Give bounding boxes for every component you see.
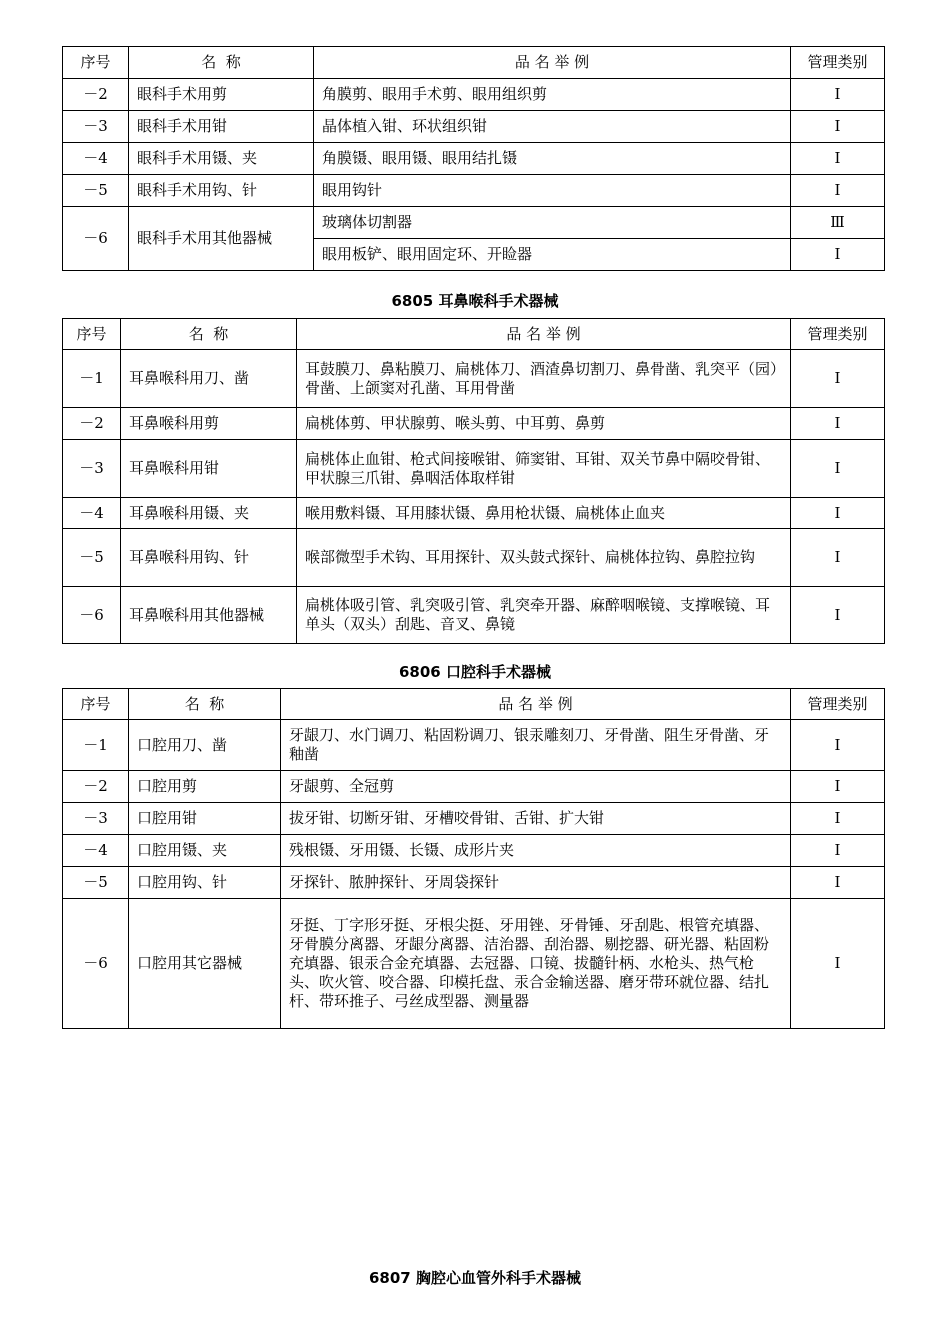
row-no: －2 — [63, 771, 129, 803]
row-class: Ⅰ — [791, 175, 885, 207]
row-no: －6 — [63, 587, 121, 644]
table-header-row — [63, 689, 885, 720]
row-examples: 玻璃体切割器 — [314, 207, 791, 239]
table-row — [63, 587, 885, 644]
section-title-6807: 6807 胸腔心血管外科手术器械 — [369, 1269, 581, 1287]
col-name-header: 名 称 — [129, 689, 281, 720]
col-no-header: 序号 — [63, 47, 129, 79]
row-examples: 牙龈剪、全冠剪 — [281, 771, 791, 803]
row-no: －4 — [63, 498, 121, 529]
row-name: 口腔用钩、针 — [129, 867, 281, 899]
col-no-header: 序号 — [63, 689, 129, 720]
row-class: Ⅰ — [791, 111, 885, 143]
table-row — [63, 498, 885, 529]
row-no: －5 — [63, 529, 121, 587]
row-name: 口腔用剪 — [129, 771, 281, 803]
row-examples: 扁桃体止血钳、枪式间接喉钳、筛窦钳、耳钳、双关节鼻中隔咬骨钳、甲状腺三爪钳、鼻咽活体取样钳 — [297, 440, 791, 498]
table-row — [63, 143, 885, 175]
row-name: 口腔用镊、夹 — [129, 835, 281, 867]
row-examples: 扁桃体吸引管、乳突吸引管、乳突牵开器、麻醉咽喉镜、支撑喉镜、耳单头（双头）刮匙、音叉、鼻镜 — [297, 587, 791, 644]
row-no: －6 — [63, 207, 129, 271]
row-no: －3 — [63, 803, 129, 835]
row-class: Ⅰ — [791, 529, 885, 587]
row-no: －3 — [63, 111, 129, 143]
table-row — [63, 175, 885, 207]
table-row — [63, 111, 885, 143]
row-name: 口腔用其它器械 — [129, 899, 281, 1029]
row-no: －6 — [63, 899, 129, 1029]
table-row — [63, 350, 885, 408]
row-examples: 拔牙钳、切断牙钳、牙槽咬骨钳、舌钳、扩大钳 — [281, 803, 791, 835]
row-examples: 眼用板铲、眼用固定环、开睑器 — [314, 239, 791, 271]
row-name: 眼科手术用剪 — [129, 79, 314, 111]
row-no: －5 — [63, 175, 129, 207]
row-name: 耳鼻喉科用镊、夹 — [121, 498, 297, 529]
row-no: －1 — [63, 350, 121, 408]
row-name: 眼科手术用其他器械 — [129, 207, 314, 271]
table-6806 — [62, 688, 885, 1029]
row-no: －3 — [63, 440, 121, 498]
table-header-row — [63, 319, 885, 350]
row-examples: 扁桃体剪、甲状腺剪、喉头剪、中耳剪、鼻剪 — [297, 408, 791, 440]
row-name: 耳鼻喉科用剪 — [121, 408, 297, 440]
row-class: Ⅰ — [791, 771, 885, 803]
row-no: －5 — [63, 867, 129, 899]
row-examples: 牙探针、脓肿探针、牙周袋探针 — [281, 867, 791, 899]
row-class: Ⅰ — [791, 440, 885, 498]
row-name: 眼科手术用镊、夹 — [129, 143, 314, 175]
row-no: －1 — [63, 720, 129, 771]
row-class: Ⅰ — [791, 408, 885, 440]
table-row — [63, 803, 885, 835]
row-class: Ⅰ — [791, 803, 885, 835]
row-no: －2 — [63, 408, 121, 440]
table-6804-tail — [62, 46, 885, 271]
col-class-header: 管理类别 — [791, 319, 885, 350]
row-name: 耳鼻喉科用钩、针 — [121, 529, 297, 587]
row-class: Ⅰ — [791, 498, 885, 529]
row-name: 眼科手术用钩、针 — [129, 175, 314, 207]
row-name: 眼科手术用钳 — [129, 111, 314, 143]
row-name: 耳鼻喉科用其他器械 — [121, 587, 297, 644]
row-no: －4 — [63, 835, 129, 867]
table-row — [63, 79, 885, 111]
col-examples-header: 品 名 举 例 — [314, 47, 791, 79]
row-name: 耳鼻喉科用刀、凿 — [121, 350, 297, 408]
row-examples: 牙龈刀、水门调刀、粘固粉调刀、银汞雕刻刀、牙骨凿、阻生牙骨凿、牙釉凿 — [281, 720, 791, 771]
table-header-row — [63, 47, 885, 79]
section-title-6805: 6805 耳鼻喉科手术器械 — [391, 292, 559, 310]
row-examples: 眼用钩针 — [314, 175, 791, 207]
row-class: Ⅰ — [791, 867, 885, 899]
table-row — [63, 529, 885, 587]
row-examples: 角膜镊、眼用镊、眼用结扎镊 — [314, 143, 791, 175]
row-class: Ⅰ — [791, 720, 885, 771]
row-name: 口腔用刀、凿 — [129, 720, 281, 771]
table-row — [63, 408, 885, 440]
row-examples: 牙挺、丁字形牙挺、牙根尖挺、牙用锉、牙骨锤、牙刮匙、根管充填器、牙骨膜分离器、牙龈分离器、洁治器、刮治器、剔挖器、研光器、粘固粉充填器、银汞合金充填器、去冠器、口镜、拔髓针柄、水枪头、热气枪头、吹火管、咬合器、印模托盘、汞合金输送器、磨牙带环就位器、结扎杆、带环推子、弓丝成型器、测量器 — [281, 899, 791, 1029]
row-class: Ⅰ — [791, 587, 885, 644]
col-examples-header: 品 名 举 例 — [281, 689, 791, 720]
row-class: Ⅰ — [791, 835, 885, 867]
row-examples: 晶体植入钳、环状组织钳 — [314, 111, 791, 143]
row-no: －2 — [63, 79, 129, 111]
row-class: Ⅰ — [791, 143, 885, 175]
row-examples: 喉用敷料镊、耳用膝状镊、鼻用枪状镊、扁桃体止血夹 — [297, 498, 791, 529]
row-class: Ⅰ — [791, 79, 885, 111]
table-row — [63, 867, 885, 899]
row-examples: 角膜剪、眼用手术剪、眼用组织剪 — [314, 79, 791, 111]
table-row — [63, 207, 885, 239]
table-row — [63, 771, 885, 803]
table-row — [63, 720, 885, 771]
col-name-header: 名 称 — [121, 319, 297, 350]
row-examples: 残根镊、牙用镊、长镊、成形片夹 — [281, 835, 791, 867]
row-no: －4 — [63, 143, 129, 175]
section-title-6806: 6806 口腔科手术器械 — [399, 663, 551, 681]
table-row — [63, 440, 885, 498]
row-class: Ⅲ — [791, 207, 885, 239]
row-examples: 耳鼓膜刀、鼻粘膜刀、扁桃体刀、酒渣鼻切割刀、鼻骨凿、乳突平（园）骨凿、上颌窦对孔凿、耳用骨凿 — [297, 350, 791, 408]
row-class: Ⅰ — [791, 899, 885, 1029]
table-row — [63, 835, 885, 867]
row-name: 耳鼻喉科用钳 — [121, 440, 297, 498]
col-class-header: 管理类别 — [791, 47, 885, 79]
row-class: Ⅰ — [791, 239, 885, 271]
col-class-header: 管理类别 — [791, 689, 885, 720]
col-no-header: 序号 — [63, 319, 121, 350]
row-examples: 喉部微型手术钩、耳用探针、双头鼓式探针、扁桃体拉钩、鼻腔拉钩 — [297, 529, 791, 587]
table-6805 — [62, 318, 885, 644]
row-name: 口腔用钳 — [129, 803, 281, 835]
col-examples-header: 品 名 举 例 — [297, 319, 791, 350]
table-row — [63, 899, 885, 1029]
row-class: Ⅰ — [791, 350, 885, 408]
col-name-header: 名 称 — [129, 47, 314, 79]
